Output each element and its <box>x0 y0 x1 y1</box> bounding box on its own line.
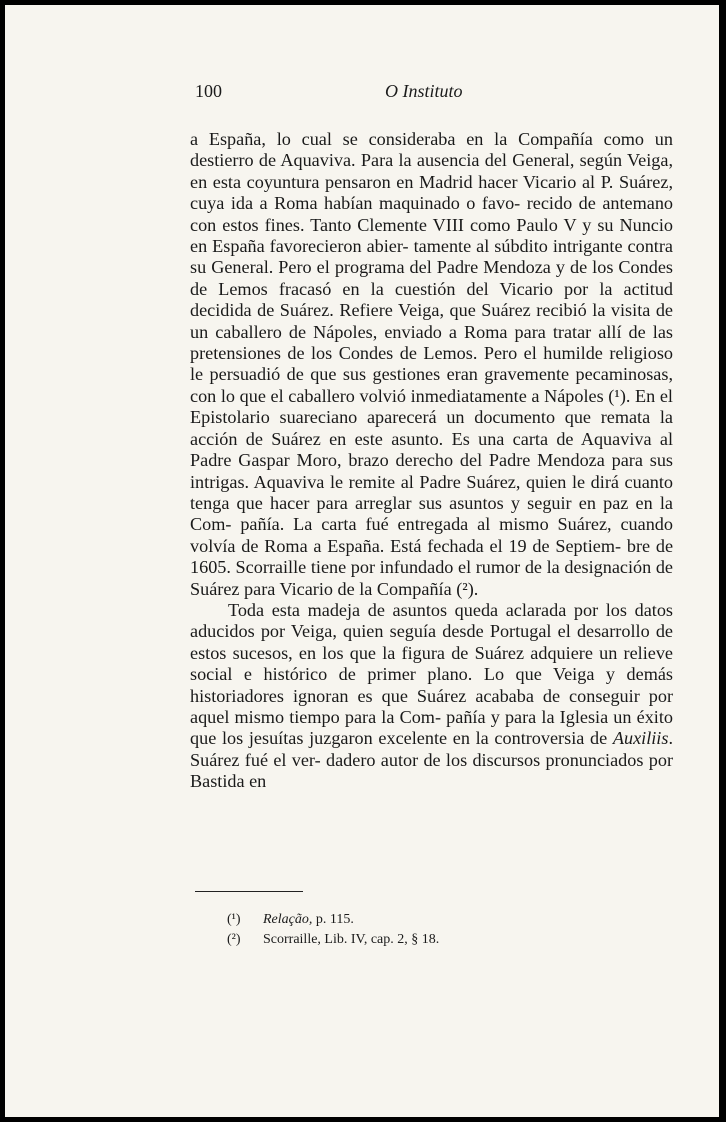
text-line: datos aducidos por Veiga, quien seguía desde Portugal el <box>190 599 674 642</box>
text-line: religioso le persuadió de que sus gestiones eran gravemente <box>190 343 673 385</box>
text-line: bre de 1605. Scorraille tiene por infundado el rumor de <box>190 535 674 578</box>
text-line: a Nápoles (¹). En el Epistolario suareciano aparecerá un <box>190 385 673 428</box>
text-line: de Suárez. Refiere Veiga, que Suárez recibió la visita de <box>257 300 673 321</box>
text-line: la designación de Suárez para Vicario de la Compañía (²). <box>190 557 673 599</box>
page-number: 100 <box>195 81 222 101</box>
text-line: recido de antemano con estos fines. Tanto Clemente VIII <box>190 193 674 235</box>
text-line: Lo que Veiga y demás historiadores ignoran es que Suárez <box>190 664 673 706</box>
text-line: Veiga, en esta coyuntura pensaron en Madrid hacer Vicario <box>190 150 673 192</box>
footnote-italic: Relação, <box>263 912 313 927</box>
text-line: las pretensiones de los Condes de Lemos. Pero el humilde <box>190 321 673 364</box>
footnote-text <box>263 930 439 950</box>
text-line: tamente al súbdito intrigante contra su General. Pero el <box>190 236 673 278</box>
text-line: documento que remata la acción de Suárez en este asunto. <box>190 407 673 449</box>
text-line: pañía. La carta fué entregada al mismo Suárez, cuando <box>240 514 673 535</box>
running-title: O Instituto <box>385 81 463 101</box>
footnote-rest: Scorraille, Lib. IV, cap. 2, § 18. <box>263 932 440 947</box>
text-line: pañía y para la Iglesia un éxito que los jesuítas juzgaron <box>190 706 673 749</box>
text-line: al P. Suárez, cuya ida a Roma habían maquinado o favo- <box>190 171 674 214</box>
text-line: como Paulo V y su Nuncio en España favorecieron abier- <box>190 214 674 257</box>
footnote-text <box>263 910 354 930</box>
text-line: destierro de Aquaviva. Para la ausencia del General, según <box>190 150 623 171</box>
text-line: remite al Padre Suárez, quien le dirá cuanto tenga que <box>190 471 674 513</box>
book-page <box>5 5 719 1117</box>
text-line: adquiere un relieve social e histórico de primer plano. <box>190 642 673 685</box>
footnote-mark: (¹) <box>227 912 241 927</box>
text-line: desarrollo de estos sucesos, en los que la figura de Suárez <box>190 621 673 663</box>
footnote-rest: p. 115. <box>312 912 354 927</box>
footnote-rule <box>195 891 303 892</box>
text-line: acababa de conseguir por aquel mismo tiempo para la Com- <box>190 685 673 727</box>
italic-term: Auxiliis <box>612 728 669 749</box>
text-line: un caballero de Nápoles, enviado a Roma para tratar allí de <box>190 321 646 342</box>
text-line: derecho del Padre Mendoza para sus intrigas. Aquaviva le <box>190 450 673 492</box>
footnotes <box>227 910 439 950</box>
footnote <box>227 910 439 930</box>
footnote <box>227 930 439 950</box>
text-line: Toda esta madeja de asuntos queda aclarada por los <box>228 599 627 620</box>
text-line: Es una carta de Aquaviva al Padre Gaspar Moro, brazo <box>190 428 673 471</box>
text-line: dadero autor de los discursos pronunciados por Bastida en <box>190 749 673 792</box>
text-line: pecaminosas, con lo que el caballero volvió inmediatamente <box>190 364 673 406</box>
text-line: excelente en la controversia de Auxiliis. Suárez fué el ver- <box>190 728 673 770</box>
body-text <box>190 129 673 793</box>
text-line: fracasó en la cuestión del Vicario por la actitud decidida <box>190 278 674 321</box>
footnote-mark: (²) <box>227 932 241 947</box>
text-line: a España, lo cual se consideraba en la Compañía como un <box>190 129 673 149</box>
text-line: programa del Padre Mendoza y de los Condes de Lemos <box>190 257 673 299</box>
paragraph <box>190 600 673 793</box>
text-line: hacer para arreglar sus asuntos y seguir en paz en la Com- <box>190 492 674 535</box>
paragraph <box>190 129 673 600</box>
text-line: volvía de Roma a España. Está fechada el 19 de Septiem- <box>190 535 622 556</box>
page-header <box>195 81 675 105</box>
